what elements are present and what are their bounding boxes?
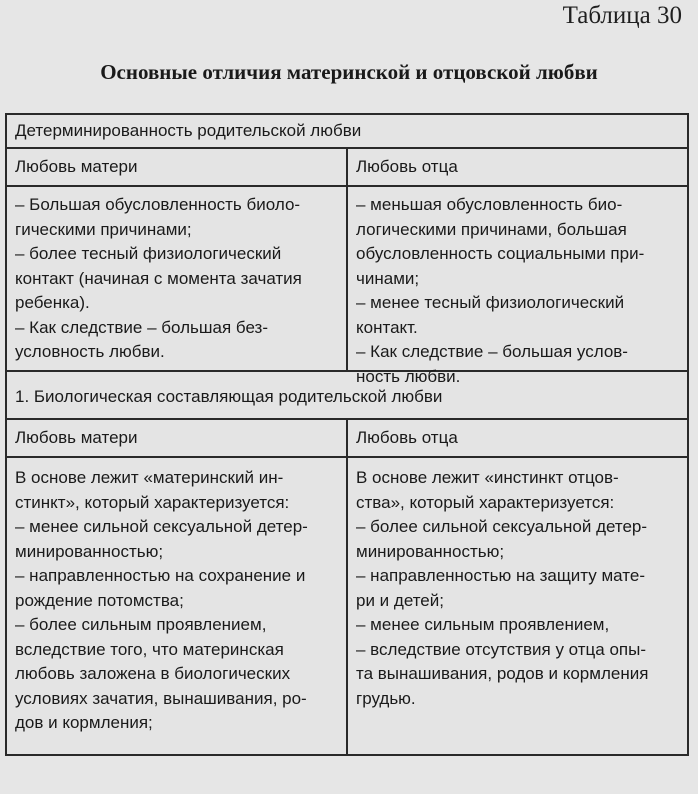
section1-father-header: Любовь отца	[356, 157, 458, 176]
table-number: Таблица 30	[562, 2, 682, 29]
section2-father-header: Любовь отца	[356, 428, 458, 447]
section1-mother-text: – Большая обусловленность биоло- гическими причинами; – более тесный физиологический контакт (начиная с момента зачатия ребенка). – Как следствие – большая без- условность любви.	[7, 187, 348, 370]
section2-father-text: В основе лежит «инстинкт отцов- ства», который характеризуется: – более сильной сексуальной детер- минированностью; – направленностью на защиту мате- ри и детей; – менее сильным проявлением, – вследствие отсутствия у отца опы- та вынашивания, родов и кормления грудью.	[356, 468, 649, 708]
section2-body-row	[7, 458, 687, 754]
section2-mother-header: Любовь матери	[7, 420, 348, 456]
section1-father-text: – меньшая обусловленность био- логическими причинами, большая обусловленность социальными при- чинами; – менее тесный физиологический контакт. – Как следствие – большая услов- ность любви.	[356, 195, 645, 386]
comparison-table	[5, 113, 689, 756]
table-title: Основные отличия материнской и отцовской любви	[100, 60, 598, 84]
section1-body-row	[7, 187, 687, 386]
section1-mother-header: Любовь матери	[7, 149, 348, 185]
section1-heading: Детерминированность родительской любви	[7, 115, 687, 149]
section2-heading: 1. Биологическая составляющая родительской любви	[7, 372, 687, 420]
section1-header-row	[7, 149, 687, 187]
section2-header-row	[7, 420, 687, 458]
section2-mother-text: В основе лежит «материнский ин- стинкт», который характеризуется: – менее сильной сексуальной детер- минированностью; – направленностью на сохранение и рождение потомства; – более сильным проявлением, вследствие того, что материнская любовь заложена в биологических условиях зачатия, вынашивания, ро- дов и кормления;	[7, 458, 348, 754]
